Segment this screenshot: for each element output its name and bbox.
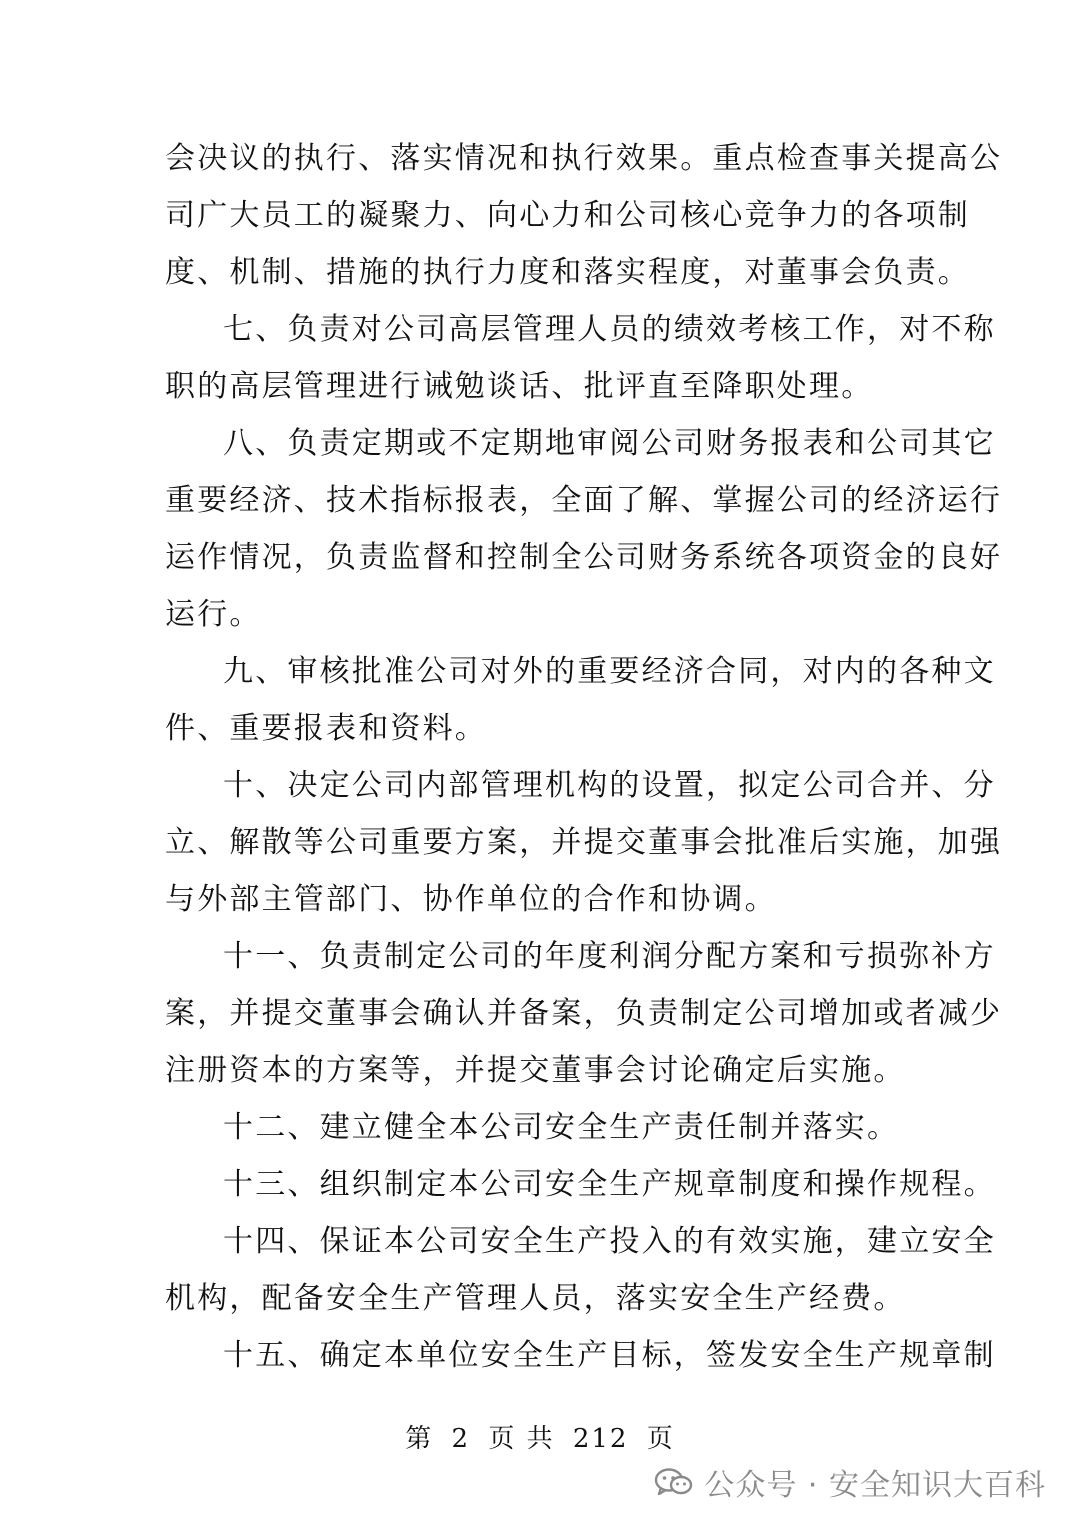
page-label-suffix: 页 xyxy=(646,1424,675,1454)
page-number: 2 xyxy=(451,1424,471,1454)
text-line: 度、机制、措施的执行力度和落实程度，对董事会负责。 xyxy=(165,255,970,290)
text-line: 会决议的执行、落实情况和执行效果。重点检查事关提高公 xyxy=(165,141,1003,176)
text-line: 十一、负责制定公司的年度利润分配方案和亏损弥补方 xyxy=(223,939,996,974)
text-line: 运行。 xyxy=(165,597,262,632)
text-line: 机构，配备安全生产管理人员，落实安全生产经费。 xyxy=(165,1281,906,1316)
watermark xyxy=(654,1458,1046,1506)
wechat-icon xyxy=(654,1467,694,1497)
text-line: 职的高层管理进行诫勉谈话、批评直至降职处理。 xyxy=(165,369,874,404)
text-line: 与外部主管部门、协作单位的合作和协调。 xyxy=(165,882,777,917)
total-pages: 212 xyxy=(572,1424,629,1454)
text-line: 运作情况，负责监督和控制全公司财务系统各项资金的良好 xyxy=(165,540,1003,575)
text-line: 注册资本的方案等，并提交董事会讨论确定后实施。 xyxy=(165,1053,906,1088)
text-line: 重要经济、技术指标报表，全面了解、掌握公司的经济运行 xyxy=(165,483,1003,518)
text-line: 司广大员工的凝聚力、向心力和公司核心竞争力的各项制 xyxy=(165,198,970,233)
text-line: 七、负责对公司高层管理人员的绩效考核工作，对不称 xyxy=(223,312,996,347)
text-line: 十、决定公司内部管理机构的设置，拟定公司合并、分 xyxy=(223,768,996,803)
watermark-text: 公众号 · 安全知识大百科 xyxy=(704,1468,1046,1503)
text-line: 十五、确定本单位安全生产目标，签发安全生产规章制 xyxy=(223,1338,996,1373)
text-line: 案，并提交董事会确认并备案，负责制定公司增加或者减少 xyxy=(165,996,1003,1031)
page-label-mid: 页 共 xyxy=(488,1424,555,1454)
page-footer xyxy=(0,1418,1080,1455)
text-line: 十三、组织制定本公司安全生产规章制度和操作规程。 xyxy=(223,1167,996,1202)
page-label-prefix: 第 xyxy=(405,1424,434,1454)
document-body xyxy=(165,130,1003,1384)
text-line: 十四、保证本公司安全生产投入的有效实施，建立安全 xyxy=(223,1224,996,1259)
text-line: 九、审核批准公司对外的重要经济合同，对内的各种文 xyxy=(223,654,996,689)
text-line: 八、负责定期或不定期地审阅公司财务报表和公司其它 xyxy=(223,426,996,461)
text-line: 十二、建立健全本公司安全生产责任制并落实。 xyxy=(223,1110,900,1145)
text-line: 立、解散等公司重要方案，并提交董事会批准后实施，加强 xyxy=(165,825,1003,860)
text-line: 件、重要报表和资料。 xyxy=(165,711,487,746)
